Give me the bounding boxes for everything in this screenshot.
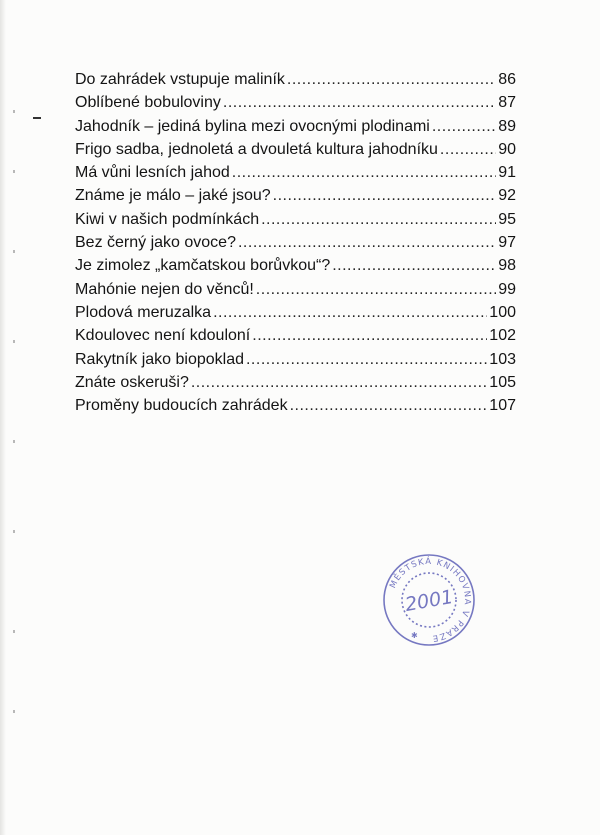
toc-entry-page: 90 [498,140,516,158]
toc-entry-title: Rakytník jako biopoklad [75,350,244,368]
toc-entry-page: 98 [498,257,516,275]
toc-entry-page: 89 [498,117,516,135]
toc-entry-title: Plodová meruzalka [75,303,212,321]
page-edge-shadow [0,0,6,835]
library-stamp [381,552,477,648]
table-of-contents [75,70,516,419]
toc-entry [75,140,516,163]
toc-entry-title: Je zimolez „kamčatskou borůvkou“? [75,257,331,275]
toc-entry-page: 105 [489,373,516,391]
toc-leader-dots [252,326,487,346]
toc-entry [75,326,516,349]
toc-entry [75,210,516,233]
toc-entry [75,350,516,373]
toc-entry-page: 100 [489,303,516,321]
toc-entry-page: 92 [498,187,516,205]
toc-entry-title: Frigo sadba, jednoletá a dvouletá kultura jahodníku [75,140,438,158]
toc-entry [75,163,516,186]
stamp-ring-text: MĚSTSKÁ KNIHOVNA V PRAZE [388,556,473,644]
toc-leader-dots [290,396,488,416]
toc-leader-dots [261,210,496,230]
stamp-star: ✱ [411,631,418,640]
toc-leader-dots [287,70,496,90]
toc-leader-dots [232,163,496,183]
toc-entry-page: 91 [498,164,516,182]
toc-entry-title: Bez černý jako ovoce? [75,234,236,252]
toc-leader-dots [213,303,487,323]
toc-entry-title: Jahodník – jediná bylina mezi ovocnými plodinami [75,117,430,135]
toc-entry [75,280,516,303]
stray-pen-mark [33,117,41,119]
toc-leader-dots [256,280,496,300]
toc-leader-dots [223,93,496,113]
toc-entry-title: Do zahrádek vstupuje maliník [75,71,285,88]
binding-marks [13,110,17,730]
toc-entry [75,70,516,93]
toc-entry-title: Oblíbené bobuloviny [75,94,221,112]
toc-entry [75,303,516,326]
toc-leader-dots [332,256,496,276]
toc-leader-dots [238,233,496,253]
toc-entry-title: Znáte oskeruši? [75,373,189,391]
toc-entry [75,373,516,396]
toc-entry [75,186,516,209]
stamp-year: 2001 [403,585,455,617]
toc-entry [75,256,516,279]
toc-entry-page: 86 [498,71,516,88]
toc-leader-dots [432,117,496,137]
toc-entry-page: 87 [498,94,516,112]
toc-entry-page: 103 [489,350,516,368]
toc-entry-page: 99 [498,280,516,298]
toc-entry [75,396,516,419]
toc-entry-title: Známe je málo – jaké jsou? [75,187,271,205]
toc-entry-title: Kdoulovec není kdouloní [75,327,251,345]
toc-leader-dots [246,350,487,370]
toc-leader-dots [440,140,496,160]
toc-entry-title: Má vůni lesních jahod [75,164,230,182]
toc-entry [75,117,516,140]
toc-entry-page: 102 [489,327,516,345]
toc-entry-title: Kiwi v našich podmínkách [75,210,260,228]
toc-entry-page: 107 [489,397,516,415]
toc-leader-dots [273,186,497,206]
toc-leader-dots [191,373,487,393]
toc-entry-title: Proměny budoucích zahrádek [75,397,288,415]
toc-entry-page: 97 [498,234,516,252]
toc-entry-title: Mahónie nejen do věnců! [75,280,254,298]
toc-entry [75,233,516,256]
toc-entry [75,93,516,116]
toc-entry-page: 95 [498,210,516,228]
